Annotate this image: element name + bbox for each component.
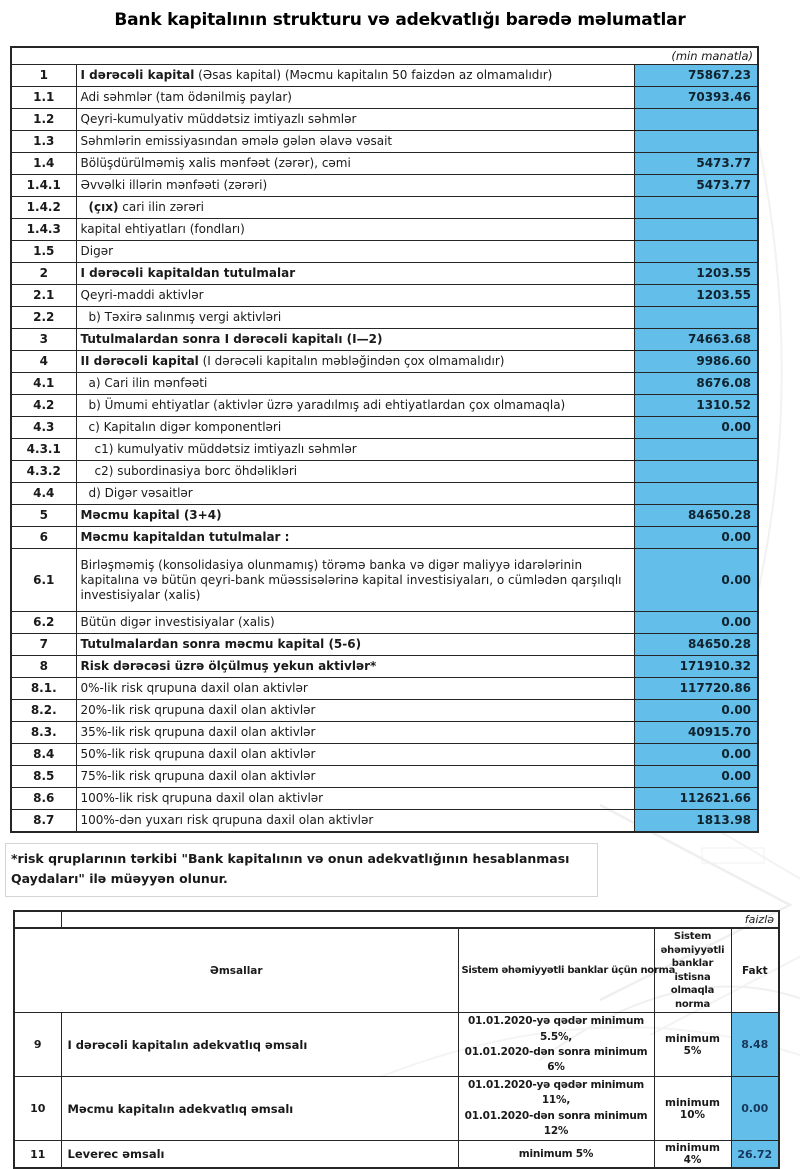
table-row [11, 395, 758, 417]
table-row [11, 722, 758, 744]
table-row [14, 1077, 779, 1141]
row-value [634, 483, 758, 505]
row-label: I dərəcəli kapitalın adekvatlıq əmsalı [61, 1013, 458, 1077]
percent-note: faizlə [61, 911, 779, 928]
row-label: 100%-lik risk qrupuna daxil olan aktivlər [76, 788, 634, 810]
row-number: 1.4.1 [11, 175, 76, 197]
table-row [11, 549, 758, 612]
table-row [11, 153, 758, 175]
row-number: 4.4 [11, 483, 76, 505]
ratios-header-row [14, 928, 779, 1013]
table-row [11, 65, 758, 87]
row-value: 5473.77 [634, 175, 758, 197]
row-number: 11 [14, 1141, 61, 1169]
row-number: 8.6 [11, 788, 76, 810]
row-number: 1.2 [11, 109, 76, 131]
row-label: Tutulmalardan sonra məcmu kapital (5-6) [76, 634, 634, 656]
row-number: 10 [14, 1077, 61, 1141]
row-label: Qeyri-maddi aktivlər [76, 285, 634, 307]
row-label: Bölüşdürülməmiş xalis mənfəət (zərər), cəmi [76, 153, 634, 175]
row-number: 6.2 [11, 612, 76, 634]
row-label: a) Cari ilin mənfəəti [76, 373, 634, 395]
row-label: Tutulmalardan sonra I dərəcəli kapitalı (I—2) [76, 329, 634, 351]
table-row [11, 263, 758, 285]
row-value: 84650.28 [634, 505, 758, 527]
row-value: 5473.77 [634, 153, 758, 175]
table-row [11, 527, 758, 549]
row-number: 8.2. [11, 700, 76, 722]
row-label: Birləşməmiş (konsolidasiya olunmamış) törəmə banka və digər maliyyə idarələrinin kapitalına və bütün qeyri-bank müəssisələrinə kapital investisiyaları, o cümlədən qarşılıqlı investisiyalar (xalis) [76, 549, 634, 612]
row-label: b) Təxirə salınmış vergi aktivləri [76, 307, 634, 329]
column-header-systemic-norm: Sistem əhəmiyyətli banklar üçün norma [458, 928, 654, 1013]
row-number: 5 [11, 505, 76, 527]
systemic-norm-cell: 01.01.2020-yə qədər minimum 5.5%, 01.01.2020-dən sonra minimum 6% [458, 1013, 654, 1077]
row-label: II dərəcəli kapital (I dərəcəli kapitalın məbləğindən çox olmamalıdır) [76, 351, 634, 373]
row-value: 1203.55 [634, 285, 758, 307]
row-value: 0.00 [634, 417, 758, 439]
row-label: Məcmu kapital (3+4) [76, 505, 634, 527]
unit-note: (min manatla) [11, 47, 758, 65]
row-number: 8 [11, 656, 76, 678]
table-row [11, 197, 758, 219]
row-value: 0.00 [634, 700, 758, 722]
row-number: 2 [11, 263, 76, 285]
table-row [11, 329, 758, 351]
row-value: 84650.28 [634, 634, 758, 656]
row-number: 8.4 [11, 744, 76, 766]
row-number: 1.1 [11, 87, 76, 109]
fact-cell: 0.00 [731, 1077, 779, 1141]
row-label: 0%-lik risk qrupuna daxil olan aktivlər [76, 678, 634, 700]
row-number: 4.2 [11, 395, 76, 417]
unit-note-row [11, 47, 758, 65]
row-number: 8.5 [11, 766, 76, 788]
row-label: b) Ümumi ehtiyatlar (aktivlər üzrə yaradılmış adi ehtiyatlardan çox olmamaqla) [76, 395, 634, 417]
row-value: 75867.23 [634, 65, 758, 87]
row-value: 0.00 [634, 612, 758, 634]
row-label: 20%-lik risk qrupuna daxil olan aktivlər [76, 700, 634, 722]
table-row [11, 634, 758, 656]
table-row [11, 439, 758, 461]
table-row [14, 1013, 779, 1077]
ratios-table-body [14, 911, 779, 1168]
systemic-norm-cell: 01.01.2020-yə qədər minimum 11%, 01.01.2020-dən sonra minimum 12% [458, 1077, 654, 1141]
row-number: 8.3. [11, 722, 76, 744]
row-number: 2.1 [11, 285, 76, 307]
row-number: 1.3 [11, 131, 76, 153]
row-number: 2.2 [11, 307, 76, 329]
table-row [14, 1141, 779, 1169]
row-value: 1203.55 [634, 263, 758, 285]
row-label: I dərəcəli kapitaldan tutulmalar [76, 263, 634, 285]
row-number: 3 [11, 329, 76, 351]
capital-table [10, 46, 759, 833]
nonsystemic-norm-cell: minimum 10% [654, 1077, 731, 1141]
row-value [634, 219, 758, 241]
page-title: Bank kapitalının strukturu və adekvatlığı barədə məlumatlar [114, 10, 686, 30]
table-row [11, 373, 758, 395]
row-number: 9 [14, 1013, 61, 1077]
table-row [11, 417, 758, 439]
row-label: Səhmlərin emissiyasından əmələ gələn əlavə vəsait [76, 131, 634, 153]
fact-cell: 26.72 [731, 1141, 779, 1169]
row-number: 7 [11, 634, 76, 656]
table-row [11, 219, 758, 241]
row-number: 4 [11, 351, 76, 373]
row-label: c2) subordinasiya borc öhdəlikləri [76, 461, 634, 483]
row-number: 1 [11, 65, 76, 87]
row-label: c) Kapitalın digər komponentləri [76, 417, 634, 439]
table-row [11, 700, 758, 722]
row-value [634, 241, 758, 263]
capital-table-body [11, 47, 758, 832]
table-row [11, 285, 758, 307]
row-value: 1310.52 [634, 395, 758, 417]
row-number: 4.3 [11, 417, 76, 439]
row-label: (çıx) cari ilin zərəri [76, 197, 634, 219]
row-label: Bütün digər investisiyalar (xalis) [76, 612, 634, 634]
row-value [634, 109, 758, 131]
table-row [11, 175, 758, 197]
systemic-norm-cell: minimum 5% [458, 1141, 654, 1169]
row-label: Risk dərəcəsi üzrə ölçülmuş yekun aktivlər* [76, 656, 634, 678]
row-label: Digər [76, 241, 634, 263]
table-row [11, 109, 758, 131]
table-row [11, 505, 758, 527]
row-label: 100%-dən yuxarı risk qrupuna daxil olan aktivlər [76, 810, 634, 833]
nonsystemic-norm-cell: minimum 5% [654, 1013, 731, 1077]
column-header-fact: Fakt [731, 928, 779, 1013]
row-value: 112621.66 [634, 788, 758, 810]
column-header-coefficients: Əmsallar [14, 928, 458, 1013]
row-number: 1.4.3 [11, 219, 76, 241]
table-row [11, 483, 758, 505]
row-number: 6 [11, 527, 76, 549]
row-value [634, 461, 758, 483]
table-row [11, 461, 758, 483]
row-value [634, 131, 758, 153]
row-number: 8.7 [11, 810, 76, 833]
table-row [11, 766, 758, 788]
row-number: 4.1 [11, 373, 76, 395]
row-value: 9986.60 [634, 351, 758, 373]
table-row [11, 788, 758, 810]
row-value [634, 439, 758, 461]
row-number: 4.3.2 [11, 461, 76, 483]
table-row [11, 612, 758, 634]
row-number: 1.4 [11, 153, 76, 175]
percent-note-row [14, 911, 779, 928]
row-label: 35%-lik risk qrupuna daxil olan aktivlər [76, 722, 634, 744]
row-value: 0.00 [634, 549, 758, 612]
row-label: Məcmu kapitalın adekvatlıq əmsalı [61, 1077, 458, 1141]
table-row [11, 131, 758, 153]
row-number: 1.5 [11, 241, 76, 263]
row-label: I dərəcəli kapital (Əsas kapital) (Məcmu kapitalın 50 faizdən az olmamalıdır) [76, 65, 634, 87]
footnote: *risk qruplarının tərkibi "Bank kapitalının və onun adekvatlığının hesablanması Qaydaları" ilə müəyyən olunur. [5, 843, 598, 897]
row-label: Leverec əmsalı [61, 1141, 458, 1169]
row-number: 6.1 [11, 549, 76, 612]
row-value: 1813.98 [634, 810, 758, 833]
row-value: 0.00 [634, 766, 758, 788]
row-value: 0.00 [634, 744, 758, 766]
nonsystemic-norm-cell: minimum 4% [654, 1141, 731, 1169]
row-value: 40915.70 [634, 722, 758, 744]
table-row [11, 678, 758, 700]
table-row [11, 810, 758, 833]
column-header-nonsystemic-norm: Sistem əhəmiyyətli banklar istisna olmaqla norma [654, 928, 731, 1013]
table-row [11, 744, 758, 766]
row-value: 117720.86 [634, 678, 758, 700]
row-value [634, 307, 758, 329]
table-row [11, 656, 758, 678]
row-label: Adi səhmlər (tam ödənilmiş paylar) [76, 87, 634, 109]
row-label: kapital ehtiyatları (fondları) [76, 219, 634, 241]
row-label: Məcmu kapitaldan tutulmalar : [76, 527, 634, 549]
row-value: 0.00 [634, 527, 758, 549]
ratios-table [13, 910, 780, 1169]
row-label: Əvvəlki illərin mənfəəti (zərəri) [76, 175, 634, 197]
fact-cell: 8.48 [731, 1013, 779, 1077]
row-label: Qeyri-kumulyativ müddətsiz imtiyazlı səhmlər [76, 109, 634, 131]
row-number: 4.3.1 [11, 439, 76, 461]
row-number: 1.4.2 [11, 197, 76, 219]
table-row [11, 87, 758, 109]
row-label: d) Digər vəsaitlər [76, 483, 634, 505]
table-row [11, 241, 758, 263]
row-value: 74663.68 [634, 329, 758, 351]
row-number: 8.1. [11, 678, 76, 700]
empty-cell [14, 911, 61, 928]
row-label: c1) kumulyativ müddətsiz imtiyazlı səhmlər [76, 439, 634, 461]
table-row [11, 351, 758, 373]
row-value: 8676.08 [634, 373, 758, 395]
row-label: 75%-lik risk qrupuna daxil olan aktivlər [76, 766, 634, 788]
row-label: 50%-lik risk qrupuna daxil olan aktivlər [76, 744, 634, 766]
table-row [11, 307, 758, 329]
row-value: 70393.46 [634, 87, 758, 109]
row-value: 171910.32 [634, 656, 758, 678]
row-value [634, 197, 758, 219]
